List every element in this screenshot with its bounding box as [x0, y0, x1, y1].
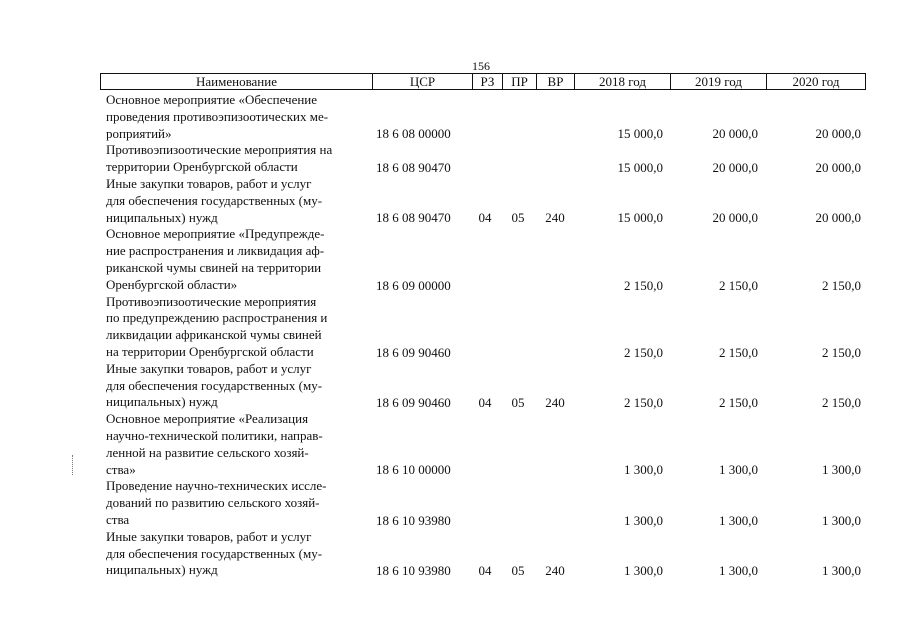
header-name: Наименование — [196, 74, 277, 89]
margin-mark — [72, 455, 75, 475]
cell-vr: 240 — [545, 210, 565, 226]
row-name-line: дований по развитию сельского хозяй- — [106, 495, 320, 511]
cell-rz — [471, 461, 499, 478]
cell-y2019: 20 000,0 — [712, 210, 758, 226]
cell-vr — [537, 512, 573, 529]
row-name-line: ниципальных) нужд — [106, 562, 218, 578]
row-name-line: для обеспечения государственных (му- — [106, 377, 323, 393]
cell-pr: 05 — [511, 210, 525, 226]
cell-rz — [471, 512, 499, 529]
cell-y2019: 1 300,0 — [719, 512, 758, 528]
cell-y2020: 20 000,0 — [815, 126, 861, 142]
header-rz: РЗ — [472, 74, 502, 89]
cell-y2020: 1 300,0 — [822, 512, 861, 528]
cell-y2019: 2 150,0 — [719, 395, 758, 411]
row-name-line: ства — [106, 511, 130, 527]
row-name-line: ликвидации африканской чумы свиней — [106, 327, 322, 343]
cell-y2019: 2 150,0 — [719, 277, 758, 293]
row-name-line: ние распространения и ликвидация аф- — [106, 243, 325, 259]
table-row — [0, 92, 905, 142]
row-name-line: научно-технической политики, направ- — [106, 427, 323, 443]
cell-pr: 05 — [511, 395, 525, 411]
cell-y2019: 1 300,0 — [719, 563, 758, 579]
row-name — [106, 478, 376, 528]
row-name-line: ниципальных) нужд — [106, 394, 218, 410]
cell-vr — [537, 461, 573, 478]
row-name-line: территории Оренбургской области — [106, 159, 298, 175]
cell-pr — [503, 344, 533, 361]
cell-rz — [471, 277, 499, 294]
cell-vr: 240 — [545, 395, 565, 411]
cell-pr — [503, 277, 533, 294]
row-name — [106, 92, 376, 142]
row-name — [106, 142, 376, 176]
row-name — [106, 226, 376, 293]
row-name-line: Противоэпизоотические мероприятия — [106, 293, 317, 309]
cell-y2018: 1 300,0 — [624, 462, 663, 478]
cell-y2018: 2 150,0 — [624, 344, 663, 360]
cell-rz: 04 — [478, 563, 492, 579]
row-name-line: Иные закупки товаров, работ и услуг — [106, 528, 312, 544]
cell-pr — [503, 461, 533, 478]
cell-y2020: 20 000,0 — [815, 210, 861, 226]
table-header — [100, 73, 866, 90]
row-name-line: ленной на развитие сельского хозяй- — [106, 444, 309, 460]
row-name — [106, 361, 376, 411]
header-pr: ПР — [502, 74, 536, 89]
cell-rz — [471, 159, 499, 176]
cell-csr: 18 6 09 00000 — [376, 277, 451, 293]
cell-rz — [471, 125, 499, 142]
table-row — [0, 294, 905, 361]
header-vr: ВР — [536, 74, 574, 89]
cell-pr: 05 — [511, 563, 525, 579]
header-2018: 2018 год — [574, 74, 670, 89]
cell-y2020: 1 300,0 — [822, 563, 861, 579]
cell-csr: 18 6 09 90460 — [376, 395, 451, 411]
cell-csr: 18 6 09 90460 — [376, 344, 451, 360]
row-name — [106, 411, 376, 478]
cell-y2019: 1 300,0 — [719, 462, 758, 478]
cell-pr — [503, 159, 533, 176]
cell-y2020: 1 300,0 — [822, 462, 861, 478]
cell-csr: 18 6 10 93980 — [376, 512, 451, 528]
row-name — [106, 294, 376, 361]
row-name-line: на территории Оренбургской области — [106, 343, 314, 359]
cell-y2018: 2 150,0 — [624, 277, 663, 293]
table-row — [0, 226, 905, 293]
cell-y2020: 2 150,0 — [822, 395, 861, 411]
table-row — [0, 176, 905, 226]
row-name-line: Противоэпизоотические мероприятия на — [106, 142, 333, 158]
cell-rz: 04 — [478, 210, 492, 226]
row-name-line: Основное мероприятие «Обеспечение — [106, 92, 318, 107]
cell-csr: 18 6 10 93980 — [376, 563, 451, 579]
row-name-line: для обеспечения государственных (му- — [106, 545, 323, 561]
cell-pr — [503, 125, 533, 142]
row-name-line: Проведение научно-технических иссле- — [106, 478, 327, 494]
cell-vr — [537, 159, 573, 176]
row-name-line: ниципальных) нужд — [106, 209, 218, 225]
cell-y2019: 2 150,0 — [719, 344, 758, 360]
header-2020: 2020 год — [766, 74, 865, 89]
cell-vr — [537, 277, 573, 294]
cell-rz: 04 — [478, 395, 492, 411]
row-name-line: Иные закупки товаров, работ и услуг — [106, 360, 312, 376]
cell-csr: 18 6 08 90470 — [376, 159, 451, 175]
cell-y2018: 15 000,0 — [617, 126, 663, 142]
cell-vr — [537, 125, 573, 142]
row-name-line: Оренбургской области» — [106, 276, 238, 292]
table-row — [0, 529, 905, 579]
row-name-line: по предупреждению распространения и — [106, 310, 328, 326]
cell-y2018: 1 300,0 — [624, 512, 663, 528]
table-row — [0, 142, 905, 176]
cell-y2018: 15 000,0 — [617, 210, 663, 226]
cell-rz — [471, 344, 499, 361]
page-number: 156 — [472, 59, 490, 73]
row-name-line: для обеспечения государственных (му- — [106, 192, 323, 208]
cell-y2020: 2 150,0 — [822, 277, 861, 293]
cell-csr: 18 6 08 00000 — [376, 126, 451, 142]
header-csr: ЦСР — [372, 74, 472, 89]
cell-y2018: 2 150,0 — [624, 395, 663, 411]
cell-y2020: 2 150,0 — [822, 344, 861, 360]
row-name-line: Иные закупки товаров, работ и услуг — [106, 176, 312, 191]
cell-vr — [537, 344, 573, 361]
row-name-line: роприятий» — [106, 125, 172, 141]
table-row — [0, 478, 905, 528]
row-name-line: проведения противоэпизоотических ме- — [106, 108, 329, 124]
table-row — [0, 411, 905, 478]
row-name — [106, 176, 376, 226]
row-name — [106, 529, 376, 579]
cell-pr — [503, 512, 533, 529]
cell-csr: 18 6 08 90470 — [376, 210, 451, 226]
row-name-line: ства» — [106, 461, 136, 477]
cell-y2018: 15 000,0 — [617, 159, 663, 175]
header-2019: 2019 год — [670, 74, 766, 89]
row-name-line: риканской чумы свиней на территории — [106, 259, 322, 275]
cell-csr: 18 6 10 00000 — [376, 462, 451, 478]
cell-y2020: 20 000,0 — [815, 159, 861, 175]
cell-y2019: 20 000,0 — [712, 159, 758, 175]
cell-y2019: 20 000,0 — [712, 126, 758, 142]
row-name-line: Основное мероприятие «Предупрежде- — [106, 226, 325, 242]
cell-y2018: 1 300,0 — [624, 563, 663, 579]
cell-vr: 240 — [545, 563, 565, 579]
table-row — [0, 361, 905, 411]
row-name-line: Основное мероприятие «Реализация — [106, 411, 309, 427]
